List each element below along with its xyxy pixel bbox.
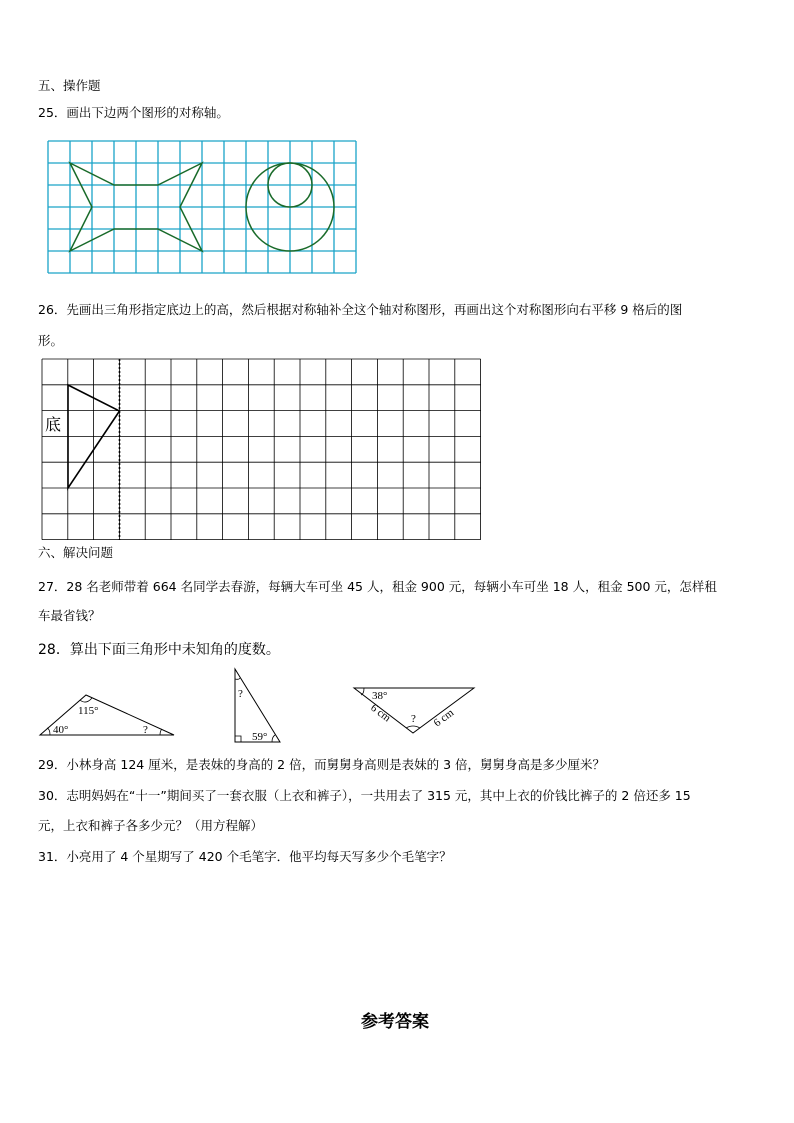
q26-grid-figure: [42, 359, 478, 540]
q28-t3-right-side: 6 cm: [431, 706, 457, 730]
q28-t1-unknown: ?: [143, 724, 148, 736]
q27-line1: 27．28 名老师带着 664 名同学去春游，每辆大车可坐 45 人，租金 900 元，每辆小车可坐 18 人，租金 500 元，怎样租: [38, 579, 717, 594]
q28-text: 28．算出下面三角形中未知角的度数。: [38, 642, 280, 658]
q28-t2-bottom-angle: 59°: [252, 731, 268, 743]
q26-line1: 26．先画出三角形指定底边上的高，然后根据对称轴补全这个轴对称图形，再画出这个对称图形向右平移 9 格后的图: [38, 302, 683, 317]
q28-triangle-2: [232, 667, 284, 745]
q30-line2: 元，上衣和裤子各多少元？（用方程解）: [38, 818, 264, 833]
q28-t3-left-side: 6 cm: [368, 701, 393, 725]
q26-line2: 形。: [38, 333, 64, 348]
q28-t1-top-angle: 115°: [78, 705, 99, 717]
q28-t1-left-angle: 40°: [53, 724, 69, 736]
section6-heading: 六、解决问题: [38, 545, 114, 560]
q25-grid-figure: [48, 141, 360, 275]
q26-base-label: 底: [45, 415, 62, 434]
answers-heading: 参考答案: [361, 1012, 429, 1032]
section5-heading: 五、操作题: [38, 78, 101, 93]
q28-t3-left-angle: 38°: [372, 690, 388, 702]
q28-triangle-1: [38, 693, 178, 739]
q31-text: 31．小亮用了 4 个星期写了 420 个毛笔字．他平均每天写多少个毛笔字？: [38, 849, 452, 864]
q30-line1: 30．志明妈妈在“十一”期间买了一套衣服（上衣和裤子），一共用去了 315 元，其中上衣的价钱比裤子的 2 倍还多 15: [38, 788, 691, 803]
q27-line2: 车最省钱？: [38, 608, 101, 623]
q28-triangle-3: [352, 686, 476, 736]
q29-text: 29．小林身高 124 厘米，是表妹的身高的 2 倍，而舅舅身高则是表妹的 3 倍，舅舅身高是多少厘米？: [38, 757, 606, 772]
q28-t2-unknown: ?: [238, 688, 243, 700]
q28-t3-unknown: ?: [411, 713, 416, 725]
q25-text: 25．画出下边两个图形的对称轴。: [38, 105, 229, 120]
